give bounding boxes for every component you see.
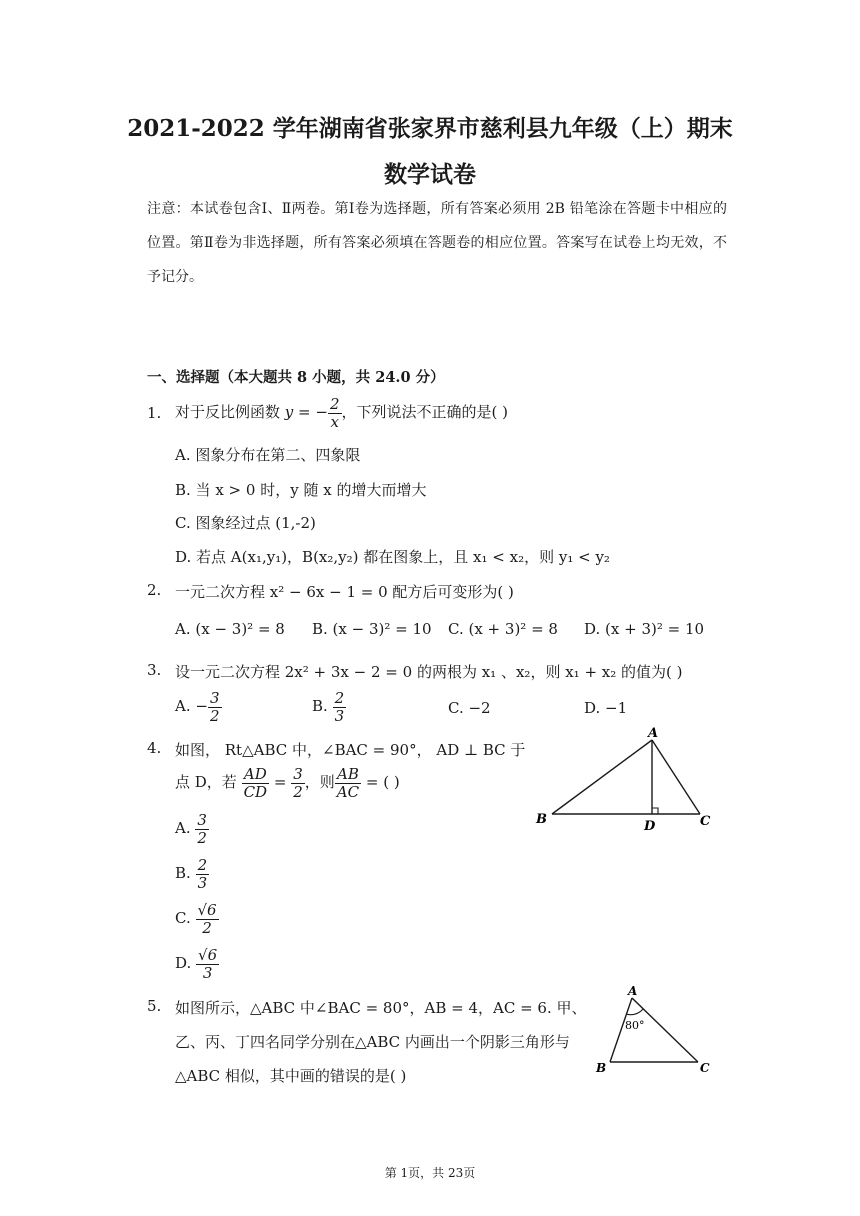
q3-a-sign: − [195, 697, 208, 715]
q5-number: 5. [147, 997, 162, 1015]
q4-a-num: 3 [197, 811, 207, 829]
q4-c-den: 2 [202, 918, 212, 937]
q1-option-d: D. 若点 A(x₁,y₁)，B(x₂,y₂) 都在图象上，且 x₁ < x₂，则 y₁ < y₂ [175, 548, 610, 566]
q4-option-d [175, 947, 219, 981]
q5-stem-line1: 如图所示，△ABC 中∠BAC = 80°，AB = 4，AC = 6. 甲、 [175, 999, 587, 1017]
q4-frac2-den: 2 [293, 782, 303, 801]
q4-label-c: C [700, 814, 711, 829]
q4-a-den: 2 [197, 828, 207, 847]
q5-label-b: B [596, 1061, 607, 1075]
q4-option-c [175, 902, 219, 936]
q4-c-label: C. [175, 909, 191, 927]
q5-stem-line2: 乙、丙、丁四名同学分别在△ABC 内画出一个阴影三角形与 [175, 1033, 570, 1051]
page-footer: 第 1页，共 23页 [384, 1166, 476, 1180]
q3-b-fraction [333, 690, 347, 724]
q5-stem-line3: △ABC 相似，其中画的错误的是( ) [175, 1067, 407, 1085]
q4-d-den: 3 [202, 963, 213, 982]
q4-frac-ad-cd [242, 766, 270, 800]
q1-option-c: C. 图象经过点 (1,-2) [175, 514, 316, 532]
q5-angle-label: 80° [625, 1019, 645, 1032]
q4-number: 4. [147, 739, 162, 757]
q1-func: y = − [284, 403, 328, 421]
q4-frac3-num: AB [335, 766, 361, 784]
q4-d-label: D. [175, 954, 192, 972]
q3-number: 3. [147, 661, 162, 679]
exam-notice: 注意：本试卷包含Ⅰ、Ⅱ两卷。第Ⅰ卷为选择题，所有答案必须用 2B 铅笔涂在答题卡中相应的位置。第Ⅱ卷为非选择题，所有答案必须填在答题卷的相应位置。答案写在试卷上均无效，不予记分。 [147, 201, 727, 285]
q4-frac3-den: AC [336, 782, 360, 801]
q1-frac-den: x [330, 412, 339, 431]
q5-label-a: A [628, 984, 638, 998]
q4-b-num: 2 [197, 856, 208, 874]
q4-option-a [175, 812, 209, 846]
q4-frac1-den: CD [243, 782, 268, 801]
q4-b-den: 3 [197, 873, 208, 892]
q5-triangle-figure [590, 982, 720, 1078]
q4-tail: = ( ) [365, 773, 400, 791]
q4-label-a: A [648, 726, 659, 741]
q2-stem: 一元二次方程 x² − 6x − 1 = 0 配方后可变形为( ) [175, 583, 514, 601]
q4-b-fraction [196, 857, 210, 891]
q4-d-num: √6 [198, 946, 218, 964]
exam-title-line1: 2021-2022 学年湖南省张家界市慈利县九年级（上）期末 [127, 115, 733, 142]
q4-c-num: √6 [197, 901, 217, 919]
exam-title-line2: 数学试卷 [384, 161, 476, 188]
q4-a-fraction [195, 812, 209, 846]
q3-option-b [312, 690, 346, 724]
q3-a-fraction [208, 690, 222, 724]
q4-right-angle-mark [652, 808, 658, 814]
q4-frac-ab-ac [335, 766, 361, 800]
q4-triangle-figure [528, 724, 728, 836]
q3-a-num: 3 [209, 689, 220, 707]
q3-b-num: 2 [334, 689, 345, 707]
q4-option-b [175, 857, 209, 891]
q4-c-fraction [196, 902, 219, 936]
q4-b-label: B. [175, 864, 191, 882]
q3-option-d: D. −1 [584, 699, 628, 717]
q4-d-fraction [196, 947, 219, 981]
q4-frac1-num: AD [242, 766, 270, 784]
q3-a-den: 2 [209, 706, 220, 725]
q3-option-a [175, 690, 222, 724]
q3-stem: 设一元二次方程 2x² + 3x − 2 = 0 的两根为 x₁ 、x₂，则 x₁ + x₂ 的值为( ) [175, 663, 683, 681]
q2-option-d: D. (x + 3)² = 10 [584, 620, 705, 638]
q2-option-c: C. (x + 3)² = 8 [448, 620, 558, 638]
q4-frac2-num: 3 [293, 765, 303, 783]
q1-fraction [328, 396, 342, 430]
q2-option-a: A. (x − 3)² = 8 [175, 620, 285, 638]
q4-frac-ratio [291, 766, 305, 800]
q4-label-d: D [644, 819, 656, 834]
q2-option-b: B. (x − 3)² = 10 [312, 620, 432, 638]
q3-a-label: A. [175, 697, 191, 715]
q4-line2-pre: 点 D，若 [175, 773, 237, 791]
q1-stem-pre: 对于反比例函数 [175, 403, 281, 421]
q1-option-a: A. 图象分布在第二、四象限 [175, 446, 361, 464]
q4-a-label: A. [175, 819, 191, 837]
q4-stem-line1: 如图， Rt△ABC 中，∠BAC = 90°， AD ⊥ BC 于 [175, 741, 526, 759]
q4-label-b: B [536, 812, 547, 827]
q5-label-c: C [700, 1061, 710, 1075]
q1-option-b: B. 当 x > 0 时，y 随 x 的增大而增大 [175, 481, 427, 499]
q4-side-ac [652, 740, 700, 814]
q4-eq: = [273, 773, 287, 791]
q4-stem-line2 [175, 766, 400, 800]
q1-number: 1. [147, 404, 162, 422]
section-heading-choice: 一、选择题（本大题共 8 小题，共 24.0 分） [147, 369, 445, 386]
q3-option-c: C. −2 [448, 699, 491, 717]
q2-number: 2. [147, 581, 162, 599]
q4-then: ，则 [304, 773, 335, 791]
q1-frac-num: 2 [329, 395, 340, 413]
q3-b-den: 3 [334, 706, 345, 725]
q3-b-label: B. [312, 697, 328, 715]
q4-side-ab [552, 740, 652, 814]
q1-stem [175, 396, 508, 430]
q1-stem-post: ，下列说法不正确的是( ) [341, 403, 508, 421]
